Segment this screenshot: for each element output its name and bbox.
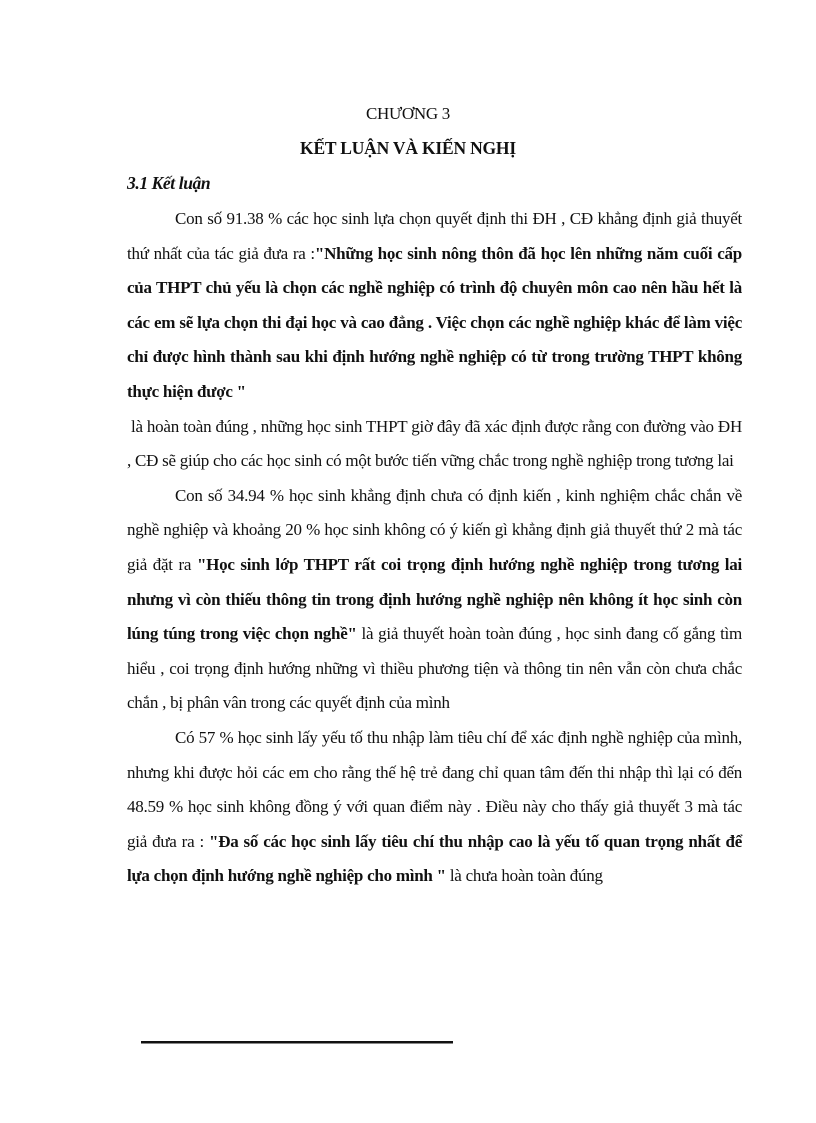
paragraph-hypothesis-3 — [127, 721, 742, 894]
footnote-separator-rule — [141, 1041, 453, 1044]
paragraph-outro: là chưa hoàn toàn đúng — [445, 866, 603, 886]
hypothesis-quote: "Những học sinh nông thôn đã học lên những năm cuối cấp của THPT chủ yếu là chọn các nghề nghiệp có trình độ chuyên môn cao nên hầu hết là các em sẽ lựa chọn thi đại học và cao đẳng . Việc chọn các nghề nghiệp khác để làm việc chỉ được hình thành sau khi định hướng nghề nghiệp có từ trong trường THPT không thực hiện được " — [127, 243, 742, 401]
paragraph-hypothesis-2 — [127, 479, 742, 721]
chapter-label: CHƯƠNG 3 — [366, 104, 450, 123]
chapter-title: KẾT LUẬN VÀ KIẾN NGHỊ — [300, 138, 516, 158]
paragraph-intro: Con số 91.38 % các học sinh lựa chọn quyết định thi ĐH , CĐ khẳng định giả thuyết thứ nhất của tác giả đưa ra : — [127, 209, 742, 263]
paragraph-intro: Con số 34.94 % học sinh khẳng định chưa có định kiến , kinh nghiệm chắc chắn về nghề nghiệp và khoảng 20 % học sinh không có ý kiến gì khẳng định giả thuyết thứ 2 mà tác giả đặt ra — [127, 485, 742, 574]
hypothesis-quote: "Đa số các học sinh lấy tiêu chí thu nhập cao là yếu tố quan trọng nhất để lựa chọn định hướng nghề nghiệp cho mình " — [127, 831, 742, 886]
paragraph-outro: là giả thuyết hoàn toàn đúng , học sinh đang cố gắng tìm hiểu , coi trọng định hướng những vì thiều phương tiện và thông tin nên vẫn còn chưa chắc chắn , bị phân vân trong các quyết định của mình — [127, 624, 742, 713]
document-body — [127, 202, 742, 894]
section-heading: 3.1 Kết luận — [127, 173, 211, 193]
hypothesis-quote: "Học sinh lớp THPT rất coi trọng định hướng nghề nghiệp trong tương lai nhưng vì còn thiếu thông tin trong định hướng nghề nghiệp nên không ít học sinh còn lúng túng trong việc chọn nghề" — [127, 554, 742, 644]
paragraph-hypothesis-1 — [127, 202, 742, 479]
paragraph-outro: là hoàn toàn đúng , những học sinh THPT giờ đây đã xác định được rằng con đường vào ĐH , CĐ sẽ giúp cho các học sinh có một bước tiến vững chắc trong nghề nghiệp trong tương lai — [127, 416, 742, 471]
paragraph-intro: Có 57 % học sinh lấy yếu tố thu nhập làm tiêu chí để xác định nghề nghiệp của mình, nhưng khi được hỏi các em cho rằng thế hệ trẻ đang chỉ quan tâm đến thi nhập thì lại có đến 48.59 % học sinh không đồng ý với quan điểm này . Điều này cho thấy giả thuyết 3 mà tác giả đưa ra : — [127, 727, 742, 851]
